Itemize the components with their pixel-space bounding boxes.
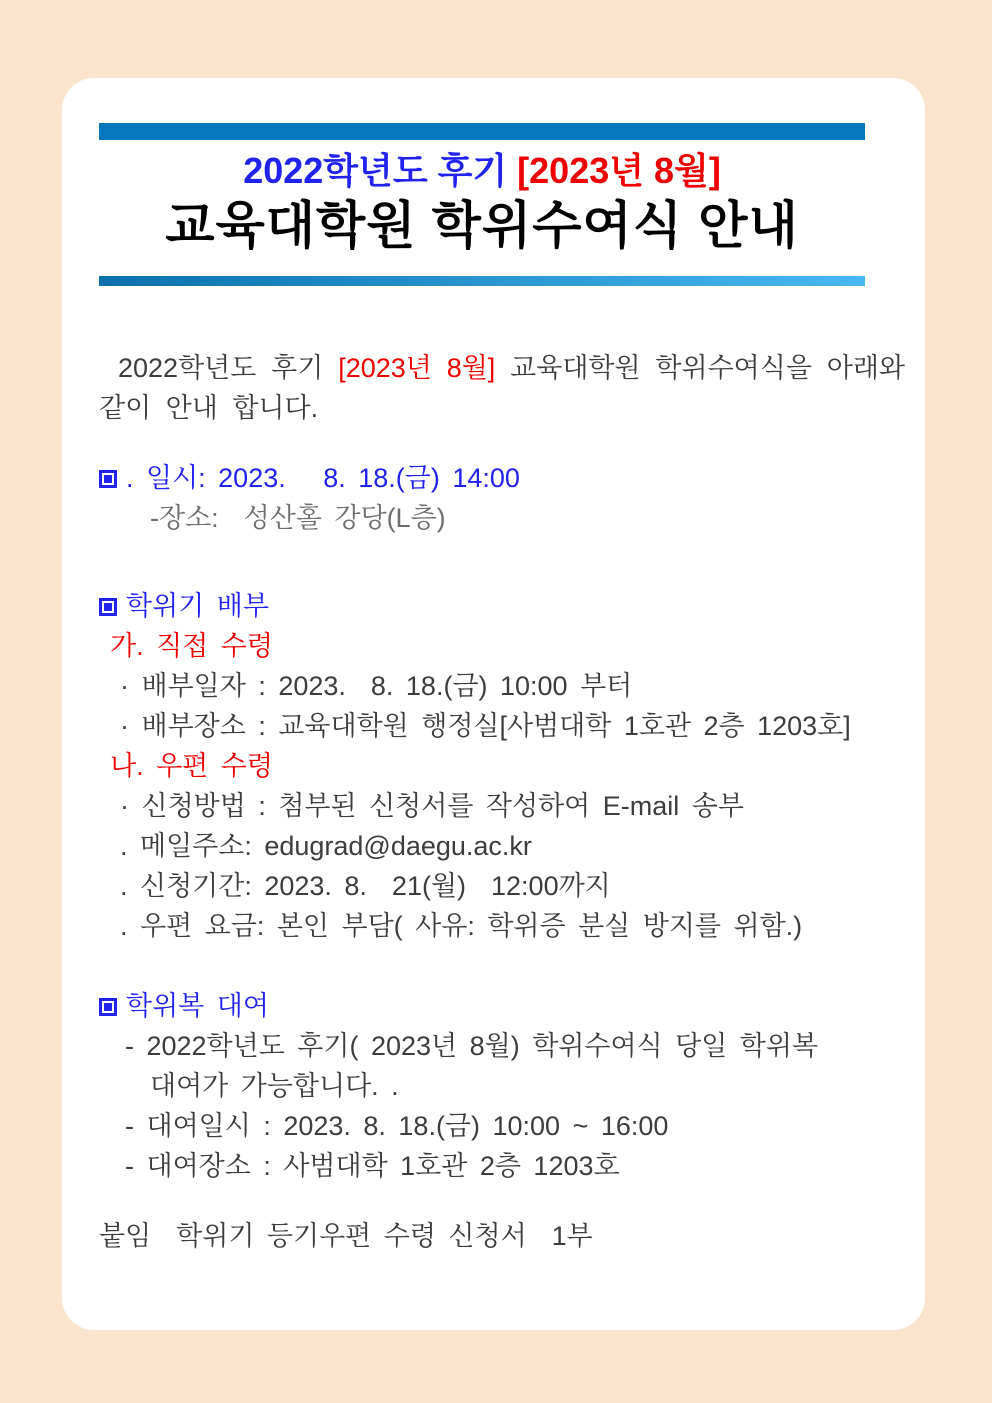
intro-paragraph — [99, 348, 905, 428]
title-term-text: 2022학년도 후기 — [243, 150, 518, 191]
diploma-direct-subheading: 가. 직접 수령 — [110, 631, 273, 661]
list-item-application-method: · 신청방법 : 첨부된 신청서를 작성하여 E-mail 송부 — [120, 791, 744, 821]
square-in-square-icon — [99, 598, 117, 616]
page-title-line1 — [99, 152, 865, 190]
list-item-gown-availability-1: - 2022학년도 후기( 2023년 8월) 학위수여식 당일 학위복 — [125, 1031, 819, 1061]
square-in-square-icon — [99, 998, 117, 1016]
list-item-gown-availability-2: 대여가 가능합니다. . — [150, 1071, 399, 1101]
page-title-line2: 교육대학원 학위수여식 안내 — [165, 197, 799, 254]
list-item-postage-fee: . 우편 요금: 본인 부담( 사유: 학위증 분실 방지를 위함.) — [120, 911, 803, 941]
list-item-rental-place: - 대여장소 : 사범대학 1호관 2층 1203호 — [125, 1151, 620, 1181]
notice-card — [62, 78, 925, 1330]
schedule-heading — [99, 458, 905, 498]
intro-text-after: 교육대학원 학위수여식을 아래와 같이 안내 합니다. — [99, 353, 906, 423]
gown-section-title: 학위복 대여 — [126, 991, 269, 1021]
gown-section-heading — [99, 986, 905, 1026]
list-item-application-period: . 신청기간: 2023. 8. 21(월) 12:00까지 — [120, 871, 611, 901]
list-item-email-address: . 메일주소: edugrad@daegu.ac.kr — [120, 831, 532, 861]
intro-text-before: 2022학년도 후기 — [118, 353, 339, 383]
title-date-text: [2023년 8월] — [517, 150, 721, 191]
square-in-square-icon — [99, 470, 117, 488]
schedule-venue: -장소: 성산홀 강당(L층) — [150, 503, 446, 533]
diploma-section-title: 학위기 배부 — [126, 591, 269, 621]
header-divider-bar — [99, 276, 865, 286]
list-item-rental-time: - 대여일시 : 2023. 8. 18.(금) 10:00 ~ 16:00 — [125, 1111, 669, 1141]
attachment-note: 붙임 학위기 등기우편 수령 신청서 1부 — [99, 1221, 593, 1251]
intro-text-highlight: [2023년 8월] — [338, 353, 496, 383]
diploma-mail-subheading: 나. 우편 수령 — [110, 751, 273, 781]
schedule-datetime: . 일시: 2023. 8. 18.(금) 14:00 — [126, 463, 520, 493]
diploma-section-heading — [99, 586, 905, 626]
list-item-distribution-date: · 배부일자 : 2023. 8. 18.(금) 10:00 부터 — [120, 671, 633, 701]
list-item-distribution-place: · 배부장소 : 교육대학원 행정실[사범대학 1호관 2층 1203호] — [120, 711, 851, 741]
header-top-bar — [99, 123, 865, 140]
